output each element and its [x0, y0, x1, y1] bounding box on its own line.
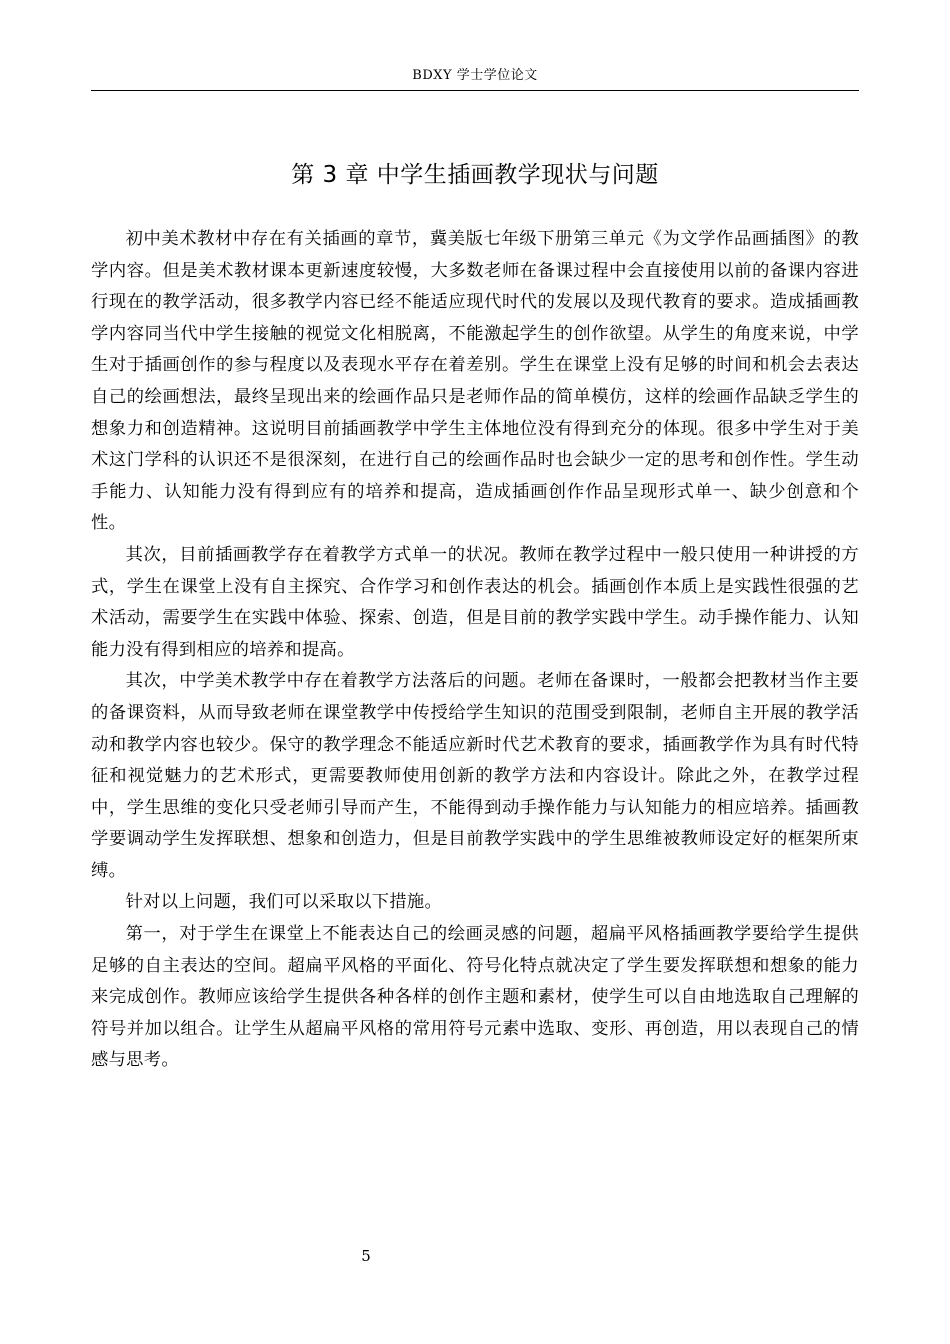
paragraph-1: 初中美术教材中存在有关插画的章节，冀美版七年级下册第三单元《为文学作品画插图》的教学内容。但是美术教材课本更新速度较慢，大多数老师在备课过程中会直接使用以前的备课内容进行现在的教学活动，很多教学内容已经不能适应现代时代的发展以及现代教育的要求。造成插画教学内容同当代中学生接触的视觉文化相脱离，不能激起学生的创作欲望。从学生的角度来说，中学生对于插画创作的参与程度以及表现水平存在着差别。学生在课堂上没有足够的时间和机会去表达自己的绘画想法，最终呈现出来的绘画作品只是老师作品的简单模仿，这样的绘画作品缺乏学生的想象力和创造精神。这说明目前插画教学中学生主体地位没有得到充分的体现。很多中学生对于美术这门学科的认识还不是很深刻，在进行自己的绘画作品时也会缺少一定的思考和创作性。学生动手能力、认知能力没有得到应有的培养和提高，造成插画创作作品呈现形式单一、缺少创意和个性。 [91, 229, 859, 534]
chapter-title: 第 3 章 中学生插画教学现状与问题 [291, 162, 659, 188]
paragraph-2: 其次，目前插画教学存在着教学方式单一的状况。教师在教学过程中一般只使用一种讲授的方式，学生在课堂上没有自主探究、合作学习和创作表达的机会。插画创作本质上是实践性很强的艺术活动，需要学生在实践中体验、探索、创造，但是目前的教学实践中学生。动手操作能力、认知能力没有得到相应的培养和提高。 [91, 544, 859, 660]
body-text [91, 224, 859, 1077]
header-rule [91, 90, 859, 91]
running-header: BDXY 学士学位论文 [412, 68, 538, 83]
paragraph-5: 第一，对于学生在课堂上不能表达自己的绘画灵感的问题，超扁平风格插画教学要给学生提供足够的自主表达的空间。超扁平风格的平面化、符号化特点就决定了学生要发挥联想和想象的能力来完成创作。教师应该给学生提供各种各样的创作主题和素材，使学生可以自由地选取自己理解的符号并加以组合。让学生从超扁平风格的常用符号元素中选取、变形、再创造，用以表现自己的情感与思考。 [91, 924, 859, 1071]
paragraph-4: 针对以上问题，我们可以采取以下措施。 [125, 892, 443, 913]
paragraph-3: 其次，中学美术教学中存在着教学方法落后的问题。老师在备课时，一般都会把教材当作主要的备课资料，从而导致老师在课堂教学中传授给学生知识的范围受到限制，老师自主开展的教学活动和教学内容也较少。保守的教学理念不能适应新时代艺术教育的要求，插画教学作为具有时代特征和视觉魅力的艺术形式，更需要教师使用创新的教学方法和内容设计。除此之外，在教学过程中，学生思维的变化只受老师引导而产生，不能得到动手操作能力与认知能力的相应培养。插画教学要调动学生发挥联想、想象和创造力，但是目前教学实践中的学生思维被教师设定好的框架所束缚。 [91, 671, 859, 881]
page-number: 5 [361, 1247, 371, 1265]
